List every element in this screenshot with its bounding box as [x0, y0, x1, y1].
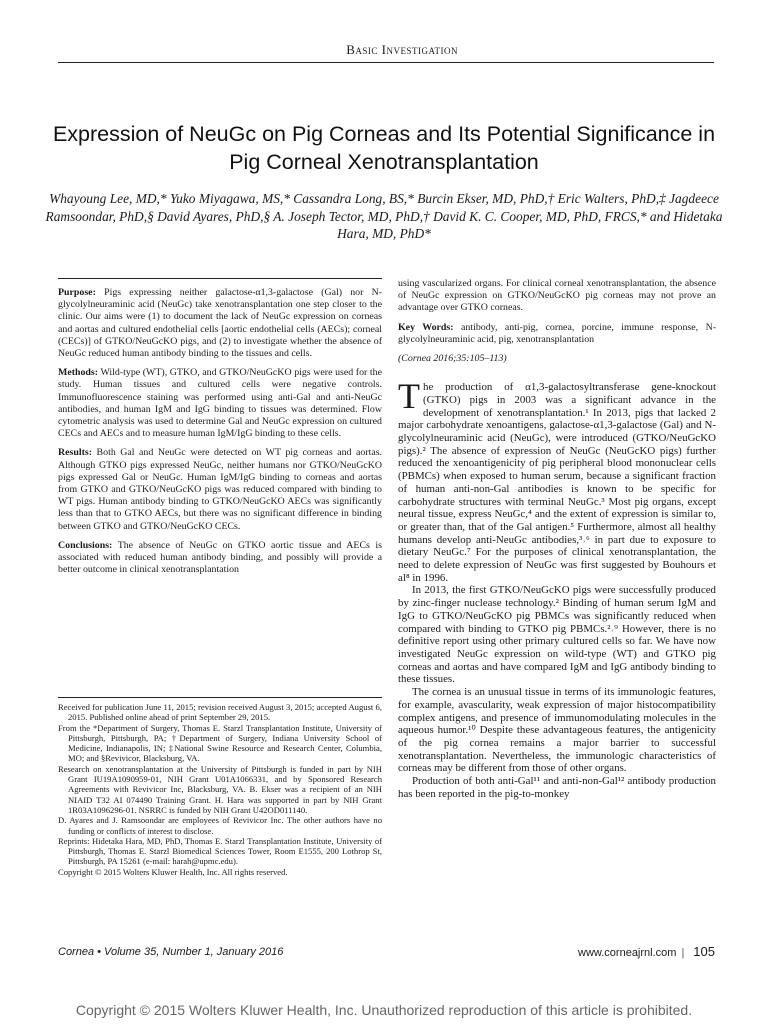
- results-label: Results:: [58, 447, 93, 459]
- author-list: Whayoung Lee, MD,* Yuko Miyagawa, MS,* Cassandra Long, BS,* Burcin Ekser, MD, PhD,† Eric Walters, PhD,‡ Jagdeece Ramsoondar, PhD,§ David Ayares, PhD,§ A. Joseph Tector, MD, PhD,† David K. C. Cooper, MD, PhD, FRCS,* and Hidetaka Hara, MD, PhD*: [45, 191, 723, 241]
- note-funding: Research on xenotransplantation at the University of Pittsburgh is funded in part by NIH Grant IU19A1090959-01, NIH Grant U01A1066331, and by Sponsored Research Agreements with Revivicor Inc, Blacksburg, VA. B. Ekser was a recipient of an NIH NIAID T32 AI 074490 Training Grant. H. Hara was supported in part by NIH Grant 1R03A1096296-01. NSRRC is funded by NIH Grant U42OD011140.: [58, 763, 382, 815]
- footer-right: [578, 944, 715, 959]
- footer-url[interactable]: www.corneajrnl.com: [578, 947, 677, 959]
- header-rule: [58, 62, 714, 63]
- purpose-text: Pigs expressing neither galactose-α1,3-galactose (Gal) nor N-glycolylneuraminic acid (NeuGc) take xenotransplantation one step closer to the clinic. Our aims were (1) to document the lack of NeuGc expression on corneas and aortas and cultured endothelial cells [aortic endothelial cells (AECs); corneal (CECs)] of GTKO/NeuGcKO pigs, and (2) to investigate whether the absence of NeuGc reduced human antibody binding to the tissues and cells.: [58, 287, 383, 360]
- article-body: [398, 376, 716, 800]
- note-reprints: Reprints: Hidetaka Hara, MD, PhD, Thomas E. Starzl Transplantation Institute, University of Pittsburgh, Thomas E. Starzl Biomedical Sciences Tower, Room E1555, 200 Lothrop St, Pittsburgh, PA 15261 (e-mail: harah@upmc.edu).: [58, 835, 382, 867]
- abstract-purpose: [58, 287, 382, 360]
- abstract-methods: [58, 367, 382, 440]
- footer-journal-text: Cornea • Volume 35, Number 1, January 2016: [58, 946, 284, 958]
- article-title: Expression of NeuGc on Pig Corneas and Its Potential Significance in Pig Corneal Xenotransplantation: [52, 122, 716, 174]
- note-conflicts: D. Ayares and J. Ramsoondar are employees of Revivicor Inc. The other authors have no funding or conflicts of interest to disclose.: [58, 815, 382, 836]
- conclusions-text: The absence of NeuGc on GTKO aortic tissue and AECs is associated with reduced human antibody binding, and possibly will provide a better outcome in clinical xenotransplantation: [58, 539, 382, 576]
- page-number: 105: [693, 944, 715, 959]
- methods-label: Methods:: [58, 367, 99, 379]
- conclusions-label: Conclusions:: [58, 539, 113, 551]
- abstract-conclusions: [58, 540, 382, 577]
- note-received: Received for publication June 11, 2015; revision received August 3, 2015; accepted August 6, 2015. Published online ahead of print September 29, 2015.: [58, 702, 382, 723]
- abstract-continued: using vascularized organs. For clinical corneal xenotransplantation, the absence of NeuGc expression on GTKO/NeuGcKO pig corneas may not prove an advantage over GTKO corneas.: [398, 278, 716, 314]
- copyright-banner: Copyright © 2015 Wolters Kluwer Health, Inc. Unauthorized reproduction of this article is prohibited.: [75, 1002, 693, 1018]
- abstract: [58, 278, 382, 583]
- abstract-results: [58, 447, 382, 532]
- keywords: [398, 322, 716, 346]
- section-label: Basic Investigation: [346, 42, 458, 57]
- keywords-label: Key Words:: [398, 321, 454, 333]
- right-column: [398, 278, 716, 800]
- purpose-label: Purpose:: [58, 287, 96, 298]
- body-paragraph-3: The cornea is an unusual tissue in terms of its immunologic features, for example, avascularity, weak expression of major histocompatibility complex antigens, and presence of immunomodulating molecules in the aqueous humor.¹⁰ Despite these advantageous features, the antigenicity of the pig cornea remains a major barrier to successful xenotransplantation. Nevertheless, the immunologic characteristics of corneas may be different from those of other organs.: [398, 686, 716, 775]
- note-affiliations: From the *Department of Surgery, Thomas E. Starzl Transplantation Institute, University of Pittsburgh, Pittsburgh, PA; †Department of Surgery, Indiana University School of Medicine, Indianapolis, IN; ‡National Swine Resource and Research Center, Columbia, MO; and §Revivicor, Blacksburg, VA.: [58, 722, 382, 764]
- body-paragraph-1-text: he production of α1,3-galactosyltransferase gene-knockout (GTKO) pigs in 2003 was a significant advance in the development of xenotransplantation.¹ In 2013, pigs that lacked 2 major carbohydrate xenoantigens, galactose-α1,3-galactose (Gal) and N-glycolylneuraminic acid (NeuGc), were introduced (GTKO/NeuGcKO pigs).² The absence of expression of NeuGc (NeuGcKO pigs) further reduced the xenoantigenicity of pig peripheral blood mononuclear cells (PBMCs) when exposed to human serum, because a significant fraction of human anti-non-Gal antibodies is known to be specific for carbohydrate structures with terminal NeuGc.³ Most pig organs, except neural tissue, express NeuGc,⁴ and the extent of expression is similar to, or greater than, that of the Gal antigen.⁵ Furthermore, almost all healthy humans develop anti-NeuGc antibodies,³˒⁶ in part due to exposure to dietary NeuGc.⁷ For the purposes of clinical xenotransplantation, the need to delete expression of NeuGc was first suggested by Bouhours et al⁸ in 1996.: [398, 381, 716, 584]
- methods-text: Wild-type (WT), GTKO, and GTKO/NeuGcKO pigs were used for the study. Human tissues and cultured cells were negative controls. Immunofluorescence staining was performed using anti-Gal and anti-NeuGc antibodies, and human IgM and IgG binding to tissues was determined. Flow cytometric analysis was used to determine Gal and NeuGc expression on cultured CECs and AECs and to measure human IgM/IgG binding to these cells.: [58, 367, 382, 440]
- body-paragraph-4: Production of both anti-Gal¹¹ and anti-non-Gal¹² antibody production has been reported in the pig-to-monkey: [398, 775, 716, 800]
- footer-journal: [58, 946, 283, 958]
- body-paragraph-2: In 2013, the first GTKO/NeuGcKO pigs were successfully produced by zinc-finger nuclease technology.² Binding of human serum IgM and IgG to GTKO/NeuGcKO pig PBMCs was significantly reduced when compared with binding to GTKO pig PBMCs.²˒⁹ However, there is no definitive report using other primary cultured cells so far. We have now investigated NeuGc expression on wild-type (WT) and GTKO pig corneas and aortas and have compared IgM and IgG antibody binding to these tissues.: [398, 584, 716, 686]
- drop-cap: T: [398, 376, 420, 417]
- keywords-text: antibody, anti-pig, cornea, porcine, immune response, N-glycolylneuraminic acid, pig, xenotransplantation: [398, 321, 717, 345]
- footer-separator: |: [681, 947, 685, 959]
- body-paragraph-1: [398, 376, 716, 584]
- note-copyright: Copyright © 2015 Wolters Kluwer Health, Inc. All rights reserved.: [58, 866, 288, 877]
- citation: (Cornea 2016;35:105–113): [398, 353, 507, 365]
- results-text: Both Gal and NeuGc were detected on WT pig corneas and aortas. Although GTKO pigs expressed NeuGc, neither humans nor GTKO/NeuGcKO pigs expressed Gal or NeuGc. Human IgM/IgG binding to corneas and aortas from GTKO and GTKO/NeuGcKO pigs was reduced compared with binding to WT pigs. Human antibody binding to GTKO/NeuGcKO AECs was significantly less than that to GTKO AECs, but there was no significant difference in binding between GTKO and GTKO/NeuGcKO CECs.: [58, 447, 383, 532]
- article-notes: [58, 697, 382, 877]
